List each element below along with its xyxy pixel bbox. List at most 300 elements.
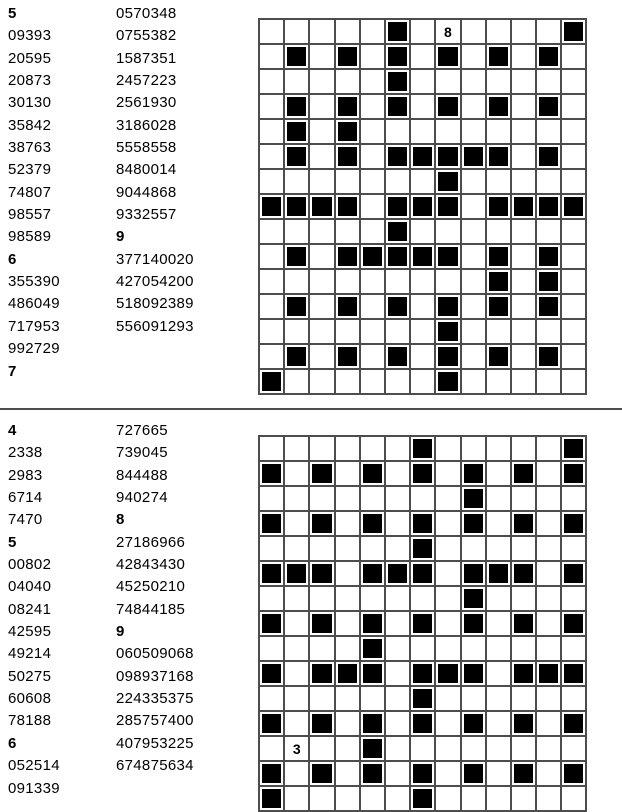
- empty-cell[interactable]: [435, 586, 460, 611]
- blocked-cell: [561, 761, 586, 786]
- empty-cell[interactable]: [486, 119, 511, 144]
- empty-cell[interactable]: [259, 244, 284, 269]
- empty-cell[interactable]: [360, 486, 385, 511]
- empty-cell[interactable]: [536, 536, 561, 561]
- empty-cell[interactable]: [511, 69, 536, 94]
- empty-cell[interactable]: [435, 486, 460, 511]
- empty-cell[interactable]: [486, 661, 511, 686]
- empty-cell[interactable]: [284, 369, 309, 394]
- empty-cell[interactable]: [561, 244, 586, 269]
- blocked-cell: [536, 344, 561, 369]
- empty-cell[interactable]: [536, 586, 561, 611]
- empty-cell[interactable]: [309, 19, 334, 44]
- blocked-cell: [410, 686, 435, 711]
- empty-cell[interactable]: [259, 586, 284, 611]
- empty-cell[interactable]: [385, 686, 410, 711]
- empty-cell[interactable]: [259, 536, 284, 561]
- empty-cell[interactable]: [435, 511, 460, 536]
- empty-cell[interactable]: [461, 219, 486, 244]
- given-digit-cell[interactable]: 8: [435, 19, 460, 44]
- empty-cell[interactable]: [259, 269, 284, 294]
- empty-cell[interactable]: [385, 611, 410, 636]
- empty-cell[interactable]: [435, 761, 460, 786]
- empty-cell[interactable]: [335, 269, 360, 294]
- empty-cell[interactable]: [511, 269, 536, 294]
- empty-cell[interactable]: [461, 536, 486, 561]
- empty-cell[interactable]: [259, 119, 284, 144]
- empty-cell[interactable]: [360, 219, 385, 244]
- empty-cell[interactable]: [360, 294, 385, 319]
- empty-cell[interactable]: [410, 69, 435, 94]
- empty-cell[interactable]: [561, 319, 586, 344]
- fill-in-number-entry: 2983: [8, 466, 43, 484]
- empty-cell[interactable]: [486, 486, 511, 511]
- empty-cell[interactable]: [561, 119, 586, 144]
- empty-cell[interactable]: [561, 536, 586, 561]
- empty-cell[interactable]: [335, 586, 360, 611]
- blocked-cell: [385, 194, 410, 219]
- fill-in-number-entry: 739045: [116, 444, 168, 462]
- empty-cell[interactable]: [461, 294, 486, 319]
- empty-cell[interactable]: [561, 786, 586, 811]
- empty-cell[interactable]: [511, 536, 536, 561]
- blocked-cell: [561, 19, 586, 44]
- empty-cell[interactable]: [335, 461, 360, 486]
- empty-cell[interactable]: [309, 786, 334, 811]
- empty-cell[interactable]: [486, 686, 511, 711]
- empty-cell[interactable]: [511, 369, 536, 394]
- empty-cell[interactable]: [410, 19, 435, 44]
- empty-cell[interactable]: [511, 736, 536, 761]
- empty-cell[interactable]: [284, 436, 309, 461]
- blocked-cell: [561, 194, 586, 219]
- blocked-cell: [335, 661, 360, 686]
- empty-cell[interactable]: [435, 269, 460, 294]
- blocked-cell: [435, 144, 460, 169]
- empty-cell[interactable]: [335, 69, 360, 94]
- empty-cell[interactable]: [511, 19, 536, 44]
- empty-cell[interactable]: [385, 586, 410, 611]
- empty-cell[interactable]: [410, 344, 435, 369]
- empty-cell[interactable]: [259, 144, 284, 169]
- empty-cell[interactable]: [561, 369, 586, 394]
- empty-cell[interactable]: [536, 319, 561, 344]
- empty-cell[interactable]: [461, 194, 486, 219]
- empty-cell[interactable]: [486, 786, 511, 811]
- empty-cell[interactable]: [410, 269, 435, 294]
- empty-cell[interactable]: [511, 119, 536, 144]
- empty-cell[interactable]: [461, 69, 486, 94]
- empty-cell[interactable]: [410, 736, 435, 761]
- blocked-cell: [385, 294, 410, 319]
- empty-cell[interactable]: [486, 461, 511, 486]
- empty-cell[interactable]: [309, 319, 334, 344]
- empty-cell[interactable]: [360, 436, 385, 461]
- empty-cell[interactable]: [335, 319, 360, 344]
- empty-cell[interactable]: [561, 94, 586, 119]
- empty-cell[interactable]: [284, 461, 309, 486]
- empty-cell[interactable]: [335, 536, 360, 561]
- blocked-cell: [385, 19, 410, 44]
- empty-cell[interactable]: [309, 169, 334, 194]
- empty-cell[interactable]: [335, 369, 360, 394]
- empty-cell[interactable]: [435, 611, 460, 636]
- empty-cell[interactable]: [536, 19, 561, 44]
- fill-in-number-entry: 42595: [8, 623, 52, 641]
- empty-cell[interactable]: [335, 636, 360, 661]
- empty-cell[interactable]: [360, 44, 385, 69]
- empty-cell[interactable]: [259, 169, 284, 194]
- empty-cell[interactable]: [486, 736, 511, 761]
- empty-cell[interactable]: [385, 761, 410, 786]
- empty-cell[interactable]: [309, 636, 334, 661]
- empty-cell[interactable]: [385, 511, 410, 536]
- empty-cell[interactable]: [461, 169, 486, 194]
- empty-cell[interactable]: [360, 536, 385, 561]
- empty-cell[interactable]: [335, 436, 360, 461]
- empty-cell[interactable]: [360, 119, 385, 144]
- empty-cell[interactable]: [561, 169, 586, 194]
- empty-cell[interactable]: [536, 119, 561, 144]
- empty-cell[interactable]: [511, 686, 536, 711]
- empty-cell[interactable]: [461, 269, 486, 294]
- empty-cell[interactable]: [561, 586, 586, 611]
- empty-cell[interactable]: [335, 711, 360, 736]
- empty-cell[interactable]: [486, 319, 511, 344]
- blocked-cell: [309, 561, 334, 586]
- empty-cell[interactable]: [486, 536, 511, 561]
- empty-cell[interactable]: [360, 344, 385, 369]
- empty-cell[interactable]: [536, 369, 561, 394]
- empty-cell[interactable]: [536, 711, 561, 736]
- empty-cell[interactable]: [284, 511, 309, 536]
- blocked-cell: [511, 761, 536, 786]
- blocked-cell: [561, 436, 586, 461]
- empty-cell[interactable]: [360, 319, 385, 344]
- blocked-cell: [435, 344, 460, 369]
- empty-cell[interactable]: [385, 536, 410, 561]
- empty-cell[interactable]: [561, 69, 586, 94]
- empty-cell[interactable]: [435, 636, 460, 661]
- empty-cell[interactable]: [511, 169, 536, 194]
- empty-cell[interactable]: [360, 686, 385, 711]
- empty-cell[interactable]: [536, 436, 561, 461]
- empty-cell[interactable]: [284, 686, 309, 711]
- empty-cell[interactable]: [486, 436, 511, 461]
- empty-cell[interactable]: [360, 169, 385, 194]
- empty-cell[interactable]: [385, 461, 410, 486]
- empty-cell[interactable]: [486, 219, 511, 244]
- empty-cell[interactable]: [536, 636, 561, 661]
- empty-cell[interactable]: [461, 436, 486, 461]
- empty-cell[interactable]: [511, 486, 536, 511]
- empty-cell[interactable]: [511, 219, 536, 244]
- empty-cell[interactable]: [561, 344, 586, 369]
- empty-cell[interactable]: [284, 169, 309, 194]
- empty-cell[interactable]: [259, 686, 284, 711]
- blocked-cell: [486, 194, 511, 219]
- empty-cell[interactable]: [536, 461, 561, 486]
- empty-cell[interactable]: [335, 611, 360, 636]
- empty-cell[interactable]: [385, 319, 410, 344]
- empty-cell[interactable]: [309, 536, 334, 561]
- empty-cell[interactable]: [536, 486, 561, 511]
- empty-cell[interactable]: [335, 561, 360, 586]
- empty-cell[interactable]: [284, 19, 309, 44]
- empty-cell[interactable]: [309, 294, 334, 319]
- empty-cell[interactable]: [536, 686, 561, 711]
- empty-cell[interactable]: [410, 319, 435, 344]
- empty-cell[interactable]: [259, 486, 284, 511]
- empty-cell[interactable]: [385, 486, 410, 511]
- blocked-cell: [511, 511, 536, 536]
- empty-cell[interactable]: [284, 636, 309, 661]
- empty-cell[interactable]: [486, 586, 511, 611]
- empty-cell[interactable]: [486, 69, 511, 94]
- empty-cell[interactable]: [309, 486, 334, 511]
- empty-cell[interactable]: [486, 369, 511, 394]
- empty-cell[interactable]: [259, 44, 284, 69]
- empty-cell[interactable]: [435, 536, 460, 561]
- empty-cell[interactable]: [360, 144, 385, 169]
- empty-cell[interactable]: [461, 119, 486, 144]
- empty-cell[interactable]: [360, 69, 385, 94]
- empty-cell[interactable]: [259, 319, 284, 344]
- empty-cell[interactable]: [259, 294, 284, 319]
- empty-cell[interactable]: [309, 119, 334, 144]
- empty-cell[interactable]: [259, 19, 284, 44]
- empty-cell[interactable]: [486, 636, 511, 661]
- empty-cell[interactable]: [284, 786, 309, 811]
- blocked-cell: [435, 194, 460, 219]
- empty-cell[interactable]: [309, 269, 334, 294]
- empty-cell[interactable]: [259, 219, 284, 244]
- empty-cell[interactable]: [461, 686, 486, 711]
- empty-cell[interactable]: [536, 786, 561, 811]
- empty-cell[interactable]: [561, 144, 586, 169]
- empty-cell[interactable]: [284, 536, 309, 561]
- blocked-cell: [435, 94, 460, 119]
- empty-cell[interactable]: [259, 344, 284, 369]
- empty-cell[interactable]: [536, 219, 561, 244]
- fill-in-number-entry: 74844185: [116, 600, 186, 618]
- empty-cell[interactable]: [511, 344, 536, 369]
- empty-cell[interactable]: [561, 686, 586, 711]
- empty-cell[interactable]: [536, 169, 561, 194]
- empty-cell[interactable]: [511, 144, 536, 169]
- empty-cell[interactable]: [410, 169, 435, 194]
- fill-in-number-entry: 2457223: [116, 72, 177, 90]
- empty-cell[interactable]: [435, 436, 460, 461]
- blocked-cell: [461, 586, 486, 611]
- empty-cell[interactable]: [385, 636, 410, 661]
- empty-cell[interactable]: [284, 711, 309, 736]
- empty-cell[interactable]: [435, 461, 460, 486]
- empty-cell[interactable]: [309, 69, 334, 94]
- empty-cell[interactable]: [536, 736, 561, 761]
- empty-cell[interactable]: [410, 94, 435, 119]
- empty-cell[interactable]: [410, 636, 435, 661]
- empty-cell[interactable]: [284, 761, 309, 786]
- empty-cell[interactable]: [335, 786, 360, 811]
- empty-cell[interactable]: [511, 436, 536, 461]
- empty-cell[interactable]: [511, 94, 536, 119]
- empty-cell[interactable]: [461, 319, 486, 344]
- empty-cell[interactable]: [461, 244, 486, 269]
- empty-cell[interactable]: [284, 269, 309, 294]
- empty-cell[interactable]: [309, 244, 334, 269]
- empty-cell[interactable]: [410, 369, 435, 394]
- empty-cell[interactable]: [536, 69, 561, 94]
- empty-cell[interactable]: [435, 119, 460, 144]
- empty-cell[interactable]: [410, 586, 435, 611]
- empty-cell[interactable]: [486, 19, 511, 44]
- empty-cell[interactable]: [309, 436, 334, 461]
- empty-cell[interactable]: [435, 736, 460, 761]
- empty-cell[interactable]: [536, 511, 561, 536]
- blocked-cell: [511, 561, 536, 586]
- empty-cell[interactable]: [335, 511, 360, 536]
- empty-cell[interactable]: [561, 736, 586, 761]
- empty-cell[interactable]: [309, 144, 334, 169]
- empty-cell[interactable]: [360, 194, 385, 219]
- empty-cell[interactable]: [410, 219, 435, 244]
- empty-cell[interactable]: [561, 636, 586, 661]
- blocked-cell: [284, 244, 309, 269]
- fill-in-number-entry: 486049: [8, 295, 60, 313]
- empty-cell[interactable]: [461, 344, 486, 369]
- empty-cell[interactable]: [284, 69, 309, 94]
- empty-cell[interactable]: [309, 736, 334, 761]
- empty-cell[interactable]: [335, 169, 360, 194]
- empty-cell[interactable]: [335, 219, 360, 244]
- empty-cell[interactable]: [511, 786, 536, 811]
- puzzle-2-number-list-column-1: [8, 420, 60, 800]
- empty-cell[interactable]: [284, 319, 309, 344]
- given-digit-cell[interactable]: 3: [284, 736, 309, 761]
- empty-cell[interactable]: [284, 661, 309, 686]
- empty-cell[interactable]: [284, 586, 309, 611]
- empty-cell[interactable]: [360, 94, 385, 119]
- empty-cell[interactable]: [435, 219, 460, 244]
- empty-cell[interactable]: [309, 44, 334, 69]
- empty-cell[interactable]: [259, 736, 284, 761]
- empty-cell[interactable]: [259, 94, 284, 119]
- empty-cell[interactable]: [259, 636, 284, 661]
- empty-cell[interactable]: [461, 786, 486, 811]
- empty-cell[interactable]: [410, 486, 435, 511]
- empty-cell[interactable]: [561, 219, 586, 244]
- empty-cell[interactable]: [360, 19, 385, 44]
- digit-count-header: 5: [8, 5, 17, 22]
- empty-cell[interactable]: [536, 611, 561, 636]
- blocked-cell: [410, 536, 435, 561]
- digit-count-header: 8: [116, 511, 125, 529]
- empty-cell[interactable]: [360, 586, 385, 611]
- empty-cell[interactable]: [511, 636, 536, 661]
- empty-cell[interactable]: [385, 736, 410, 761]
- empty-cell[interactable]: [561, 44, 586, 69]
- empty-cell[interactable]: [309, 344, 334, 369]
- empty-cell[interactable]: [561, 486, 586, 511]
- blocked-cell: [536, 194, 561, 219]
- empty-cell[interactable]: [360, 269, 385, 294]
- empty-cell[interactable]: [461, 94, 486, 119]
- empty-cell[interactable]: [435, 69, 460, 94]
- empty-cell[interactable]: [511, 244, 536, 269]
- empty-cell[interactable]: [486, 511, 511, 536]
- empty-cell[interactable]: [309, 586, 334, 611]
- empty-cell[interactable]: [385, 786, 410, 811]
- empty-cell[interactable]: [536, 761, 561, 786]
- empty-cell[interactable]: [435, 561, 460, 586]
- blocked-cell: [360, 561, 385, 586]
- empty-cell[interactable]: [561, 269, 586, 294]
- empty-cell[interactable]: [259, 69, 284, 94]
- empty-cell[interactable]: [360, 786, 385, 811]
- blocked-cell: [486, 561, 511, 586]
- fill-in-number-entry: 717953: [8, 317, 60, 335]
- blocked-cell: [309, 761, 334, 786]
- empty-cell[interactable]: [511, 319, 536, 344]
- empty-cell[interactable]: [309, 219, 334, 244]
- empty-cell[interactable]: [385, 169, 410, 194]
- blocked-cell: [309, 711, 334, 736]
- empty-cell[interactable]: [461, 369, 486, 394]
- empty-cell[interactable]: [259, 436, 284, 461]
- empty-cell[interactable]: [360, 369, 385, 394]
- empty-cell[interactable]: [461, 19, 486, 44]
- empty-cell[interactable]: [486, 711, 511, 736]
- empty-cell[interactable]: [461, 44, 486, 69]
- empty-cell[interactable]: [410, 44, 435, 69]
- empty-cell[interactable]: [309, 686, 334, 711]
- empty-cell[interactable]: [385, 369, 410, 394]
- empty-cell[interactable]: [486, 611, 511, 636]
- empty-cell[interactable]: [461, 636, 486, 661]
- empty-cell[interactable]: [410, 294, 435, 319]
- empty-cell[interactable]: [335, 19, 360, 44]
- empty-cell[interactable]: [309, 94, 334, 119]
- empty-cell[interactable]: [486, 761, 511, 786]
- empty-cell[interactable]: [410, 119, 435, 144]
- empty-cell[interactable]: [335, 686, 360, 711]
- empty-cell[interactable]: [335, 486, 360, 511]
- empty-cell[interactable]: [335, 761, 360, 786]
- empty-cell[interactable]: [309, 369, 334, 394]
- empty-cell[interactable]: [385, 661, 410, 686]
- empty-cell[interactable]: [435, 786, 460, 811]
- empty-cell[interactable]: [511, 294, 536, 319]
- empty-cell[interactable]: [435, 711, 460, 736]
- empty-cell[interactable]: [536, 561, 561, 586]
- empty-cell[interactable]: [335, 736, 360, 761]
- empty-cell[interactable]: [561, 294, 586, 319]
- empty-cell[interactable]: [511, 586, 536, 611]
- empty-cell[interactable]: [284, 486, 309, 511]
- blocked-cell: [284, 294, 309, 319]
- empty-cell[interactable]: [435, 686, 460, 711]
- empty-cell[interactable]: [385, 269, 410, 294]
- empty-cell[interactable]: [385, 436, 410, 461]
- empty-cell[interactable]: [385, 119, 410, 144]
- empty-cell[interactable]: [284, 611, 309, 636]
- empty-cell[interactable]: [461, 736, 486, 761]
- empty-cell[interactable]: [284, 219, 309, 244]
- empty-cell[interactable]: [511, 44, 536, 69]
- empty-cell[interactable]: [486, 169, 511, 194]
- empty-cell[interactable]: [385, 711, 410, 736]
